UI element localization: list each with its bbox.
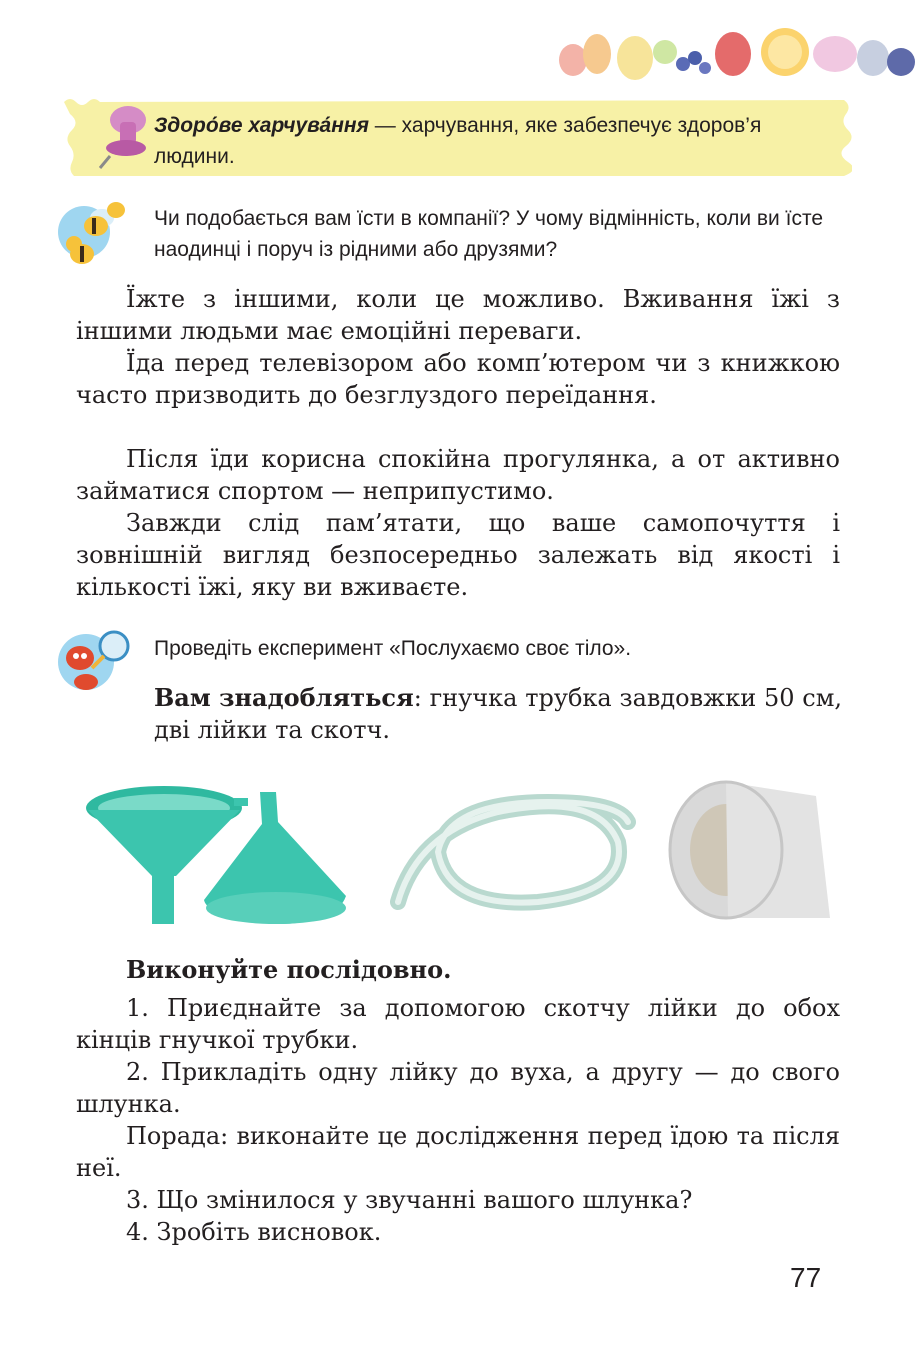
definition-text: [154, 110, 844, 172]
funnels-image: [78, 768, 360, 928]
fruit-border: [555, 18, 918, 84]
definition-body: — харчування, яке забезпечує здоров’я людини.: [154, 114, 762, 168]
paragraph-3: Після їди корисна спокійна прогулянка, а от активно займатися спортом — неприпустимо.: [76, 445, 840, 505]
steps-title: Виконуйте послідовно.: [126, 955, 452, 984]
bees-icon: [56, 196, 136, 272]
materials-text: [154, 682, 842, 746]
pushpin-icon: [96, 100, 154, 170]
question-text: Чи подобається вам їсти в компанії? У чому відмінність, коли ви їсте наодинці і поруч із рідними або друзями?: [154, 207, 824, 261]
paragraph-2: Їда перед телевізором або комп’ютером чи з книжкою часто призводить до безглуздого переїдання.: [76, 349, 840, 409]
step-3: 3. Що змінилося у звучанні вашого шлунка?: [126, 1186, 693, 1214]
step-1: 1. Приєднайте за допомогою скотчу лійки до обох кінців гнучкої трубки.: [76, 994, 840, 1054]
paragraph-4: Завжди слід пам’ятати, що ваше самопочуття і зовнішній вигляд безпосередньо залежать від якості і кількості їжі, яку ви вживаєте.: [76, 509, 840, 601]
ant-magnifier-icon: [56, 628, 138, 700]
paragraph-1: Їжте з іншими, коли це можливо. Вживання їжі з іншими людьми має емоційні переваги.: [76, 285, 840, 345]
step-2: 2. Прикладіть одну лійку до вуха, а другу — до свого шлунка.: [76, 1058, 840, 1118]
tape-image: [666, 770, 832, 930]
materials-list: : гнучка трубка завдовжки 50 см, дві лійки та скотч.: [154, 684, 842, 744]
page-number: 77: [790, 1262, 822, 1293]
tube-image: [378, 772, 648, 926]
definition-term: Здоро́ве харчува́ння: [154, 114, 369, 137]
materials-label: Вам знадобляться: [154, 683, 414, 712]
step-4: 4. Зробіть висновок.: [126, 1218, 382, 1246]
experiment-text: Проведіть експеримент «Послухаємо своє тіло».: [154, 637, 632, 660]
step-tip: Порада: виконайте це дослідження перед їдою та після неї.: [76, 1122, 840, 1182]
